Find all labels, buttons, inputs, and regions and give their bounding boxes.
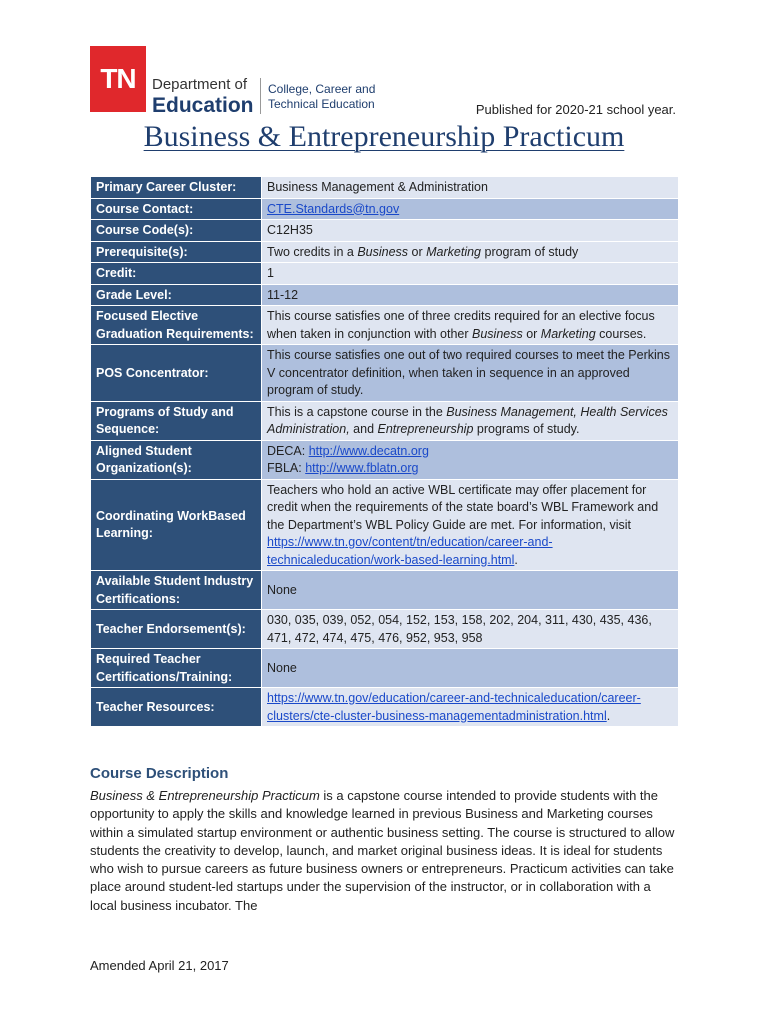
table-row — [91, 649, 679, 688]
text-run-italic: Marketing — [426, 244, 482, 259]
text-run: This course satisfies one of three credits required for an elective focus when taken in conjunction with other — [267, 309, 655, 341]
deca-link[interactable]: http://www.decatn.org — [308, 443, 429, 458]
table-row — [91, 263, 679, 285]
row-label: POS Concentrator: — [91, 345, 262, 402]
row-value — [262, 440, 679, 479]
table-row — [91, 306, 679, 345]
course-description-text — [90, 787, 680, 915]
text-run: Teachers who hold an active WBL certificate may offer placement for credit when the requirements of the state board’s WBL Framework and the Department’s WBL Policy Guide are met. For information, visit — [267, 482, 659, 532]
section-heading: Course Description — [90, 765, 229, 782]
table-row — [91, 177, 679, 199]
table-row — [91, 284, 679, 306]
wbl-link[interactable]: https://www.tn.gov/content/tn/education/career-and-technicaleducation/work-based-learning.html — [267, 535, 553, 567]
row-value: 1 — [262, 263, 679, 285]
row-value — [262, 198, 679, 220]
text-run: . — [514, 552, 518, 567]
ccte-label-line1: College, Career and — [268, 82, 376, 96]
logo-divider — [260, 78, 261, 114]
page-title: Business & Entrepreneurship Practicum — [143, 120, 625, 153]
text-run: courses. — [595, 326, 647, 341]
row-value: This course satisfies one out of two required courses to meet the Perkins V concentrator definition, when taken in sequence in an approved program of study. — [262, 345, 679, 402]
text-run: . — [606, 708, 611, 723]
text-run: or — [522, 326, 541, 341]
row-label: Grade Level: — [91, 284, 262, 306]
ccte-label-line2: Technical Education — [268, 97, 375, 111]
row-label: Course Contact: — [91, 198, 262, 220]
row-label: Prerequisite(s): — [91, 241, 262, 263]
table-row — [91, 688, 679, 727]
course-info-table — [90, 176, 679, 727]
row-label: Primary Career Cluster: — [91, 177, 262, 199]
row-value: Business Management & Administration — [262, 177, 679, 199]
tn-logo: TN — [90, 46, 146, 112]
row-value — [262, 479, 679, 571]
table-row — [91, 220, 679, 242]
text-run-italic: Entrepreneurship — [377, 422, 474, 436]
text-run: Two credits in a — [267, 244, 358, 259]
table-row — [91, 198, 679, 220]
document-header — [90, 46, 680, 122]
text-run: This is a capstone course in the — [267, 404, 447, 419]
text-run: programs of study. — [473, 422, 580, 436]
course-name-italic: Business & Entrepreneurship Practicum — [90, 788, 320, 803]
dept-label-line2: Education — [152, 94, 254, 117]
table-row — [91, 241, 679, 263]
row-label: Credit: — [91, 263, 262, 285]
text-run-italic: Business — [357, 244, 409, 259]
table-row — [91, 401, 679, 440]
row-label: Programs of Study and Sequence: — [91, 401, 262, 440]
row-value: 030, 035, 039, 052, 054, 152, 153, 158, 202, 204, 311, 430, 435, 436, 471, 472, 474, 475, 476, 952, 953, 958 — [262, 610, 679, 649]
teacher-resources-link[interactable]: https://www.tn.gov/education/career-and-technicaleducation/career-clusters/cte-cluster-business-managementadministration.html — [267, 691, 641, 723]
row-label: Aligned Student Organization(s): — [91, 440, 262, 479]
published-note: Published for 2020-21 school year. — [475, 102, 676, 117]
row-value: C12H35 — [262, 220, 679, 242]
text-run: program of study — [481, 244, 579, 259]
table-row — [91, 571, 679, 610]
text-run: FBLA: — [267, 461, 306, 475]
row-value — [262, 401, 679, 440]
table-row — [91, 440, 679, 479]
row-value — [262, 306, 679, 345]
text-run: DECA: — [267, 443, 309, 458]
deca-line — [267, 443, 673, 461]
text-run-italic: Business Management, Health Services Administration, — [267, 404, 668, 436]
text-run: is a capstone course intended to provide students with the opportunity to apply the skills and knowledge learned in previous Business and Marketing courses within a simulated startup environment or authentic business setting. The course is structured to allow students the creativity to develop, launch, and market original business ideas. It is ideal for students who wish to pursue careers as future business owners or entrepreneurs. Practicum activities can take place around student-led startups under the supervision of the instructor, or in collaboration with a local business incubator. The — [90, 788, 675, 913]
text-run-italic: Business — [472, 326, 523, 341]
fbla-link[interactable]: http://www.fblatn.org — [305, 461, 419, 475]
table-row — [91, 345, 679, 402]
fbla-line — [267, 460, 673, 478]
row-label: Teacher Endorsement(s): — [91, 610, 262, 649]
row-label: Available Student Industry Certifications: — [91, 571, 262, 610]
row-value: None — [262, 649, 679, 688]
row-label: Required Teacher Certifications/Training: — [91, 649, 262, 688]
row-value: None — [262, 571, 679, 610]
dept-label-line1: Department of — [152, 76, 248, 93]
row-value — [262, 688, 679, 727]
text-run-italic: Marketing — [540, 326, 596, 341]
row-label: Course Code(s): — [91, 220, 262, 242]
contact-email-link[interactable]: CTE.Standards@tn.gov — [267, 201, 400, 216]
row-label: Coordinating WorkBased Learning: — [91, 479, 262, 571]
row-label: Teacher Resources: — [91, 688, 262, 727]
text-run: or — [408, 244, 427, 259]
table-row — [91, 610, 679, 649]
table-row — [91, 479, 679, 571]
amended-date: Amended April 21, 2017 — [90, 958, 229, 973]
row-value — [262, 241, 679, 263]
row-value: 11-12 — [262, 284, 679, 306]
row-label: Focused Elective Graduation Requirements: — [91, 306, 262, 345]
text-run: and — [349, 422, 378, 436]
